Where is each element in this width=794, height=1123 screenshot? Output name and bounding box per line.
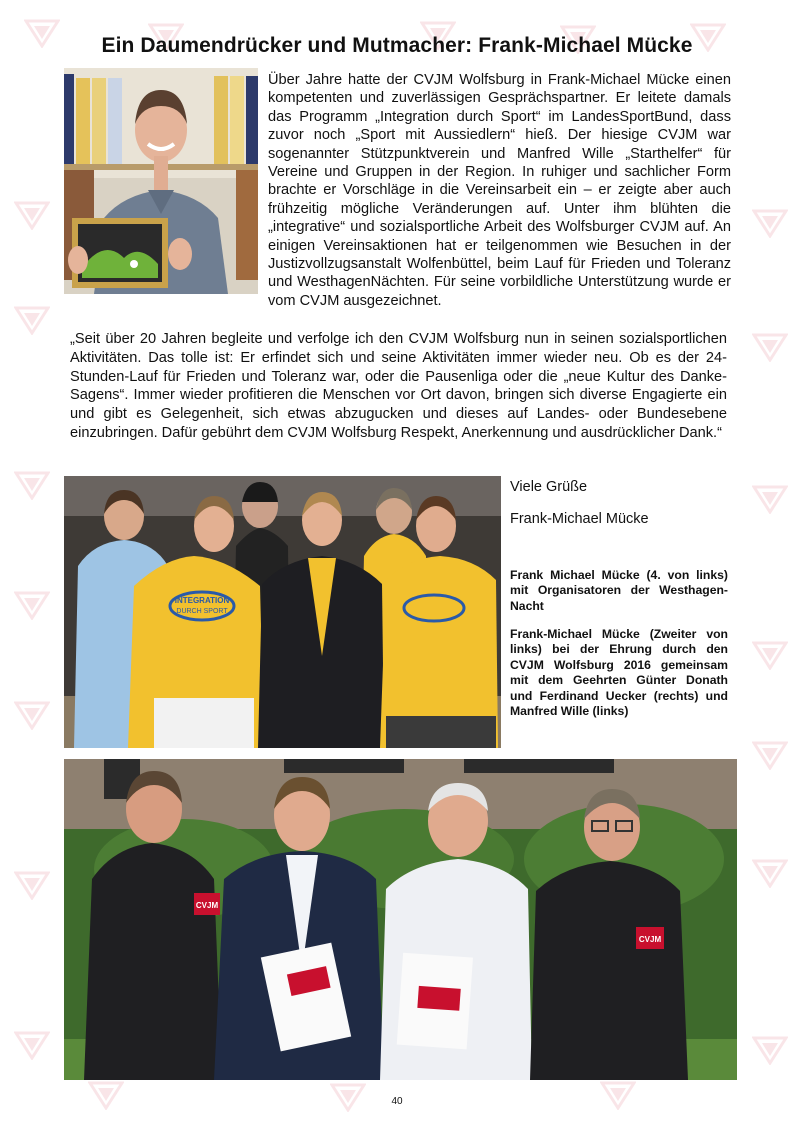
jacket-logo-left: CVJM xyxy=(195,901,219,910)
cvjm-watermark-icon xyxy=(752,208,788,238)
quote-paragraph: „Seit über 20 Jahren begleite und verfolge ich den CVJM Wolfsburg nun in seinen sozialsportlichen Aktivitäten. Das tolle ist: Er erfindet sich und seine Aktivitäten immer wieder neu. Ob es der 24-Stunden-Lauf für Frieden und Toleranz war, oder die Pausenliga oder die „neue Kultur des Danke-Sagens“. Immer wieder profitieren die Menschen vor Ort davon, bringen sich diverse Engagierte ein und gibt es Gelegenheit, sich etwas abzugucken und dieses auf Landes- oder Bundesebene einzubringen. Dafür gebührt dem CVJM Wolfsburg Respekt, Anerkennung und ausdrücklicher Dank.“ xyxy=(70,331,727,441)
cvjm-watermark-icon xyxy=(14,590,50,620)
signature: Frank-Michael Mücke xyxy=(510,511,649,527)
cvjm-watermark-icon xyxy=(752,484,788,514)
cvjm-watermark-icon xyxy=(14,470,50,500)
cvjm-watermark-icon xyxy=(752,740,788,770)
page-title: Ein Daumendrücker und Mutmacher: Frank-Michael Mücke xyxy=(101,34,693,57)
cvjm-watermark-icon xyxy=(752,858,788,888)
jacket-logo-right: CVJM xyxy=(638,935,662,944)
shirt-print-line1: INTEGRATION xyxy=(174,596,230,605)
cvjm-watermark-icon xyxy=(14,870,50,900)
cvjm-watermark-icon xyxy=(752,332,788,362)
page-number: 40 xyxy=(391,1096,403,1107)
cvjm-watermark-icon xyxy=(14,305,50,335)
group-photo-westhagen xyxy=(64,476,501,748)
intro-paragraph: Über Jahre hatte der CVJM Wolfsburg in Frank-Michael Mücke einen kompetenten und zuverlässigen Gesprächspartner. Er leitete damals das Programm „Integration durch Sport“ im LandesSportBund, dass zuvor noch „Sport mit Aussiedlern“ hieß. Der hiesige CVJM war sogenannter Stützpunktverein und Manfred Wille „Starthelfer“ für Vereine und Gruppen in der Region. In ruhiger und sachlicher Form brachte er Vorschläge in die Vereinsarbeit ein – er zeigte aber auch frühzeitig mögliche Veränderungen auf. Unter ihm blühten die „integrative“ und sozialsportliche Arbeit des Wolfsburger CVJM auf. An einigen Vereinsaktionen hat er teilgenommen wie Besuchen in der Justizvollzugsanstalt Wolfenbüttel, beim Lauf für Frieden und Toleranz und WesthagenNächten. Für seine vorbildliche Unterstützung wurde er vom CVJM ausgezeichnet. xyxy=(268,72,731,309)
photo-caption-westhagen: Frank Michael Mücke (4. von links) mit Organisatoren der Westhagen-Nacht xyxy=(510,568,728,613)
shirt-print-line2: DURCH SPORT xyxy=(176,608,228,615)
cvjm-watermark-icon xyxy=(14,700,50,730)
cvjm-watermark-icon xyxy=(752,1035,788,1065)
cvjm-watermark-icon xyxy=(14,200,50,230)
photo-caption-ehrung: Frank-Michael Mücke (Zweiter von links) bei der Ehrung durch den CVJM Wolfsburg 2016 gemeinsam mit dem Geehrten Günter Donath und Ferdinand Uecker (rechts) und Manfred Wille (links) xyxy=(510,627,728,719)
cvjm-watermark-icon xyxy=(14,1030,50,1060)
greeting: Viele Grüße xyxy=(510,479,588,495)
cvjm-watermark-icon xyxy=(752,640,788,670)
award-ceremony-photo xyxy=(64,759,737,1080)
portrait-photo xyxy=(64,68,258,294)
